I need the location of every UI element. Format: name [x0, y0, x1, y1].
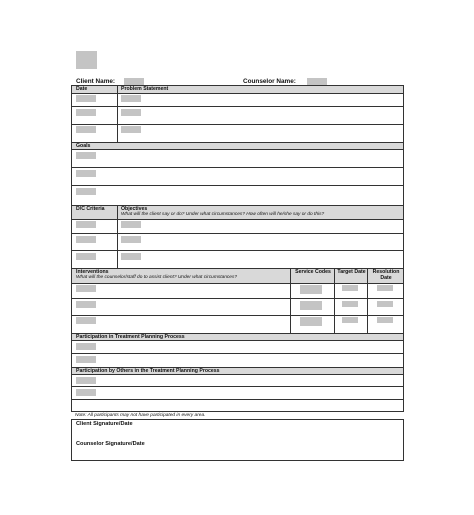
problem-date-field[interactable] [76, 109, 96, 116]
interventions-header: Interventions [76, 269, 109, 275]
participants-note: Note: All participants may not have participated in every area. [75, 413, 206, 418]
problem-statement-field[interactable] [121, 95, 141, 102]
objective-field[interactable] [121, 253, 141, 260]
row-divider [72, 106, 403, 107]
problem-statement-field[interactable] [121, 109, 141, 116]
participation-header: Participation in Treatment Planning Process [76, 334, 185, 340]
dc-criteria-header: D/C Criteria [76, 206, 105, 212]
signature-box [71, 419, 404, 461]
row-divider [72, 233, 403, 234]
target-date-field[interactable] [342, 317, 358, 323]
goal-field[interactable] [76, 188, 96, 195]
problem-column-divider [117, 86, 118, 142]
row-divider [72, 124, 403, 125]
goal-field[interactable] [76, 152, 96, 159]
target-date-header: Target Date [337, 269, 366, 275]
logo-placeholder [76, 51, 97, 69]
service-codes-header: Service Codes [295, 269, 331, 275]
goals-header: Goals [76, 143, 91, 149]
row-divider [72, 185, 403, 186]
row-divider [72, 353, 403, 354]
service-codes-column-divider [290, 268, 291, 333]
objectives-header: Objectives [121, 206, 148, 212]
client-signature-label: Client Signature/Date [76, 421, 133, 427]
dc-criteria-field[interactable] [76, 253, 96, 260]
service-code-field[interactable] [300, 285, 322, 294]
problem-statement-field[interactable] [121, 126, 141, 133]
target-date-field[interactable] [342, 285, 358, 291]
objectives-question: What will the client say or do? Under what circumstances? How often will he/she say or do this? [121, 212, 325, 217]
resolution-date-field[interactable] [377, 285, 393, 291]
row-divider [72, 315, 403, 316]
counselor-name-label: Counselor Name: [243, 78, 296, 85]
participation-field[interactable] [76, 356, 96, 363]
objective-field[interactable] [121, 221, 141, 228]
participation-others-header: Participation by Others in the Treatment Planning Process [76, 368, 220, 374]
interventions-question: What will the counselor/staff do to assist client? Under what circumstances? [76, 275, 238, 280]
resolution-date-header: Resolution Date [372, 269, 400, 281]
date-column-header: Date [76, 86, 88, 92]
resolution-date-column-divider [367, 268, 368, 333]
goals-header-bar [72, 142, 403, 150]
intervention-field[interactable] [76, 301, 96, 308]
dc-criteria-field[interactable] [76, 236, 96, 243]
resolution-date-field[interactable] [377, 317, 393, 323]
objective-field[interactable] [121, 236, 141, 243]
problem-date-field[interactable] [76, 126, 96, 133]
intervention-field[interactable] [76, 317, 96, 324]
row-divider [72, 167, 403, 168]
intervention-field[interactable] [76, 285, 96, 292]
target-date-column-divider [334, 268, 335, 333]
counselor-signature-label: Counselor Signature/Date [76, 441, 145, 447]
objectives-column-divider [117, 205, 118, 268]
participation-field[interactable] [76, 343, 96, 350]
target-date-field[interactable] [342, 301, 358, 307]
goal-field[interactable] [76, 170, 96, 177]
row-divider [72, 298, 403, 299]
service-code-field[interactable] [300, 301, 322, 310]
participation-others-field[interactable] [76, 377, 96, 384]
resolution-date-field[interactable] [377, 301, 393, 307]
problem-statement-header: Problem Statement [121, 86, 169, 92]
treatment-plan-table [71, 85, 404, 412]
problem-date-field[interactable] [76, 95, 96, 102]
service-code-field[interactable] [300, 317, 322, 326]
dc-criteria-field[interactable] [76, 221, 96, 228]
participation-others-field[interactable] [76, 389, 96, 396]
row-divider [72, 399, 403, 400]
row-divider [72, 386, 403, 387]
client-name-label: Client Name: [76, 78, 116, 85]
row-divider [72, 250, 403, 251]
